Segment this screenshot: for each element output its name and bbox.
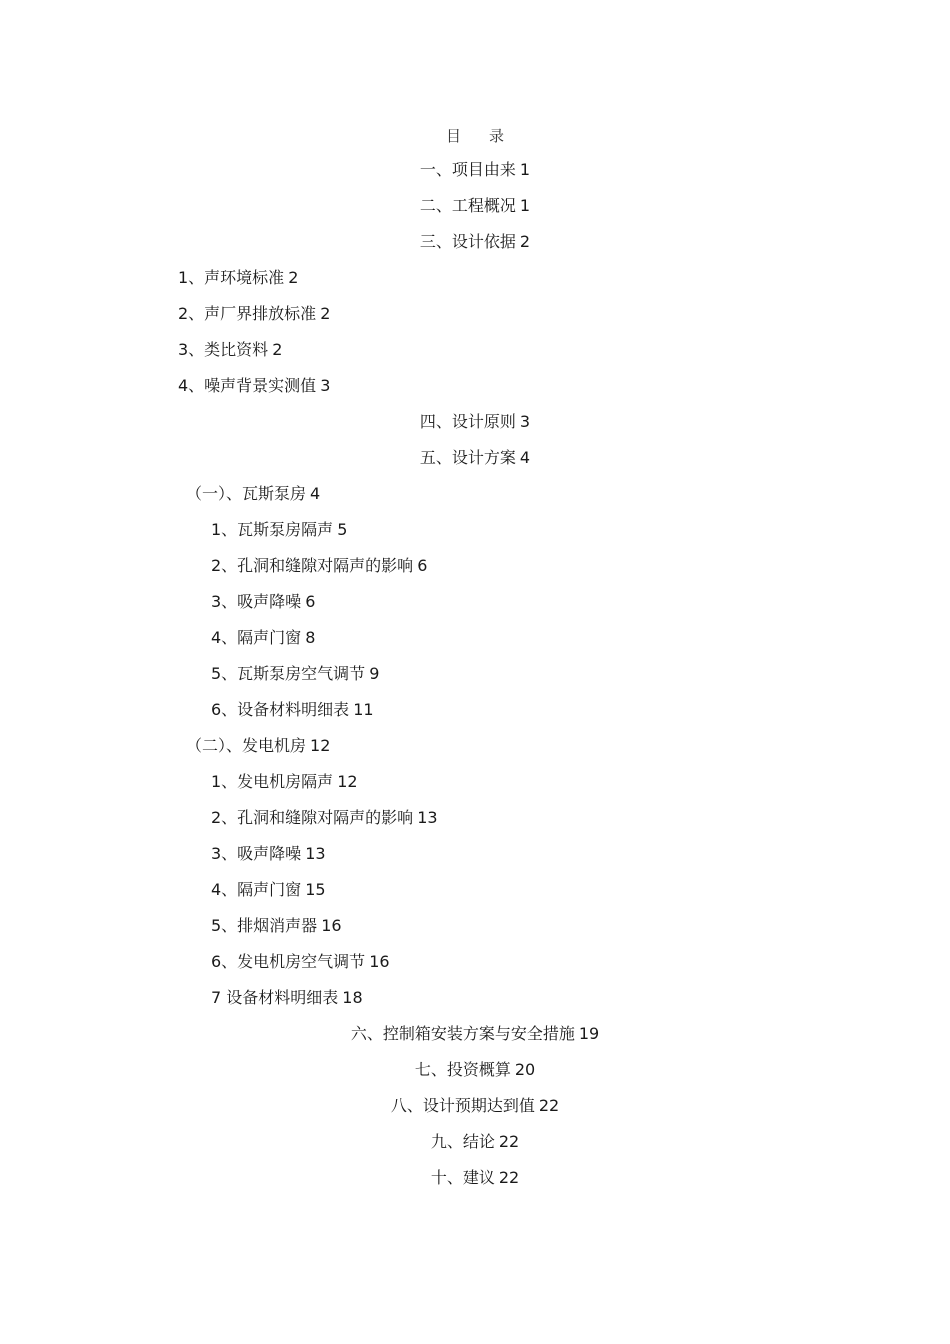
- toc-entry-text: 1、发电机房隔声: [211, 772, 334, 791]
- toc-entry[interactable]: [0, 872, 950, 908]
- toc-entry-page-number: 8: [305, 628, 316, 647]
- toc-entry-page-number: 15: [305, 880, 326, 899]
- toc-entry-page-number: 3: [519, 412, 531, 431]
- toc-entry-page-number: 3: [320, 376, 331, 395]
- toc-entry[interactable]: [0, 980, 950, 1016]
- toc-entry-page-number: 4: [310, 484, 321, 503]
- toc-entry-page-number: 19: [578, 1024, 600, 1043]
- toc-entry-page-number: 12: [310, 736, 331, 755]
- toc-entry[interactable]: [0, 332, 950, 368]
- toc-entry[interactable]: [0, 728, 950, 764]
- toc-entry[interactable]: [0, 692, 950, 728]
- toc-entry-page-number: 16: [369, 952, 390, 971]
- toc-entry-text: 4、噪声背景实测值: [178, 376, 317, 395]
- toc-entry-text: 4、隔声门窗: [211, 880, 302, 899]
- toc-entry[interactable]: [0, 1160, 950, 1196]
- toc-entry[interactable]: [0, 800, 950, 836]
- toc-entry-text: 四、设计原则: [419, 412, 516, 431]
- toc-entry-text: 7 设备材料明细表: [211, 988, 339, 1007]
- toc-entry-text: 3、吸声降噪: [211, 844, 302, 863]
- toc-entry-text: 3、类比资料: [178, 340, 269, 359]
- toc-entry[interactable]: [0, 476, 950, 512]
- toc-title: [0, 125, 950, 146]
- toc-entry-page-number: 13: [417, 808, 438, 827]
- toc-entry[interactable]: [0, 584, 950, 620]
- toc-entry-page-number: 1: [519, 196, 531, 215]
- toc-entry-page-number: 22: [538, 1096, 560, 1115]
- toc-entry[interactable]: [0, 944, 950, 980]
- toc-entry-page-number: 22: [498, 1168, 520, 1187]
- toc-entry-page-number: 2: [320, 304, 331, 323]
- table-of-contents: [0, 152, 950, 1196]
- toc-entry[interactable]: [0, 908, 950, 944]
- toc-entry-text: 2、孔洞和缝隙对隔声的影响: [211, 556, 414, 575]
- toc-entry[interactable]: [0, 1124, 950, 1160]
- toc-entry[interactable]: [0, 404, 950, 440]
- toc-entry-text: 一、项目由来: [419, 160, 516, 179]
- toc-entry-text: 6、发电机房空气调节: [211, 952, 366, 971]
- toc-entry-page-number: 13: [305, 844, 326, 863]
- toc-entry-page-number: 18: [342, 988, 363, 1007]
- toc-entry-page-number: 9: [369, 664, 380, 683]
- toc-entry-page-number: 11: [353, 700, 374, 719]
- toc-entry-page-number: 6: [417, 556, 428, 575]
- toc-entry[interactable]: [0, 656, 950, 692]
- toc-entry-text: 5、瓦斯泵房空气调节: [211, 664, 366, 683]
- toc-entry-page-number: 6: [305, 592, 316, 611]
- toc-entry[interactable]: [0, 1052, 950, 1088]
- toc-entry-text: 5、排烟消声器: [211, 916, 318, 935]
- toc-entry[interactable]: [0, 296, 950, 332]
- toc-entry[interactable]: [0, 152, 950, 188]
- toc-title-left: 目: [445, 127, 461, 145]
- toc-title-right: 录: [489, 127, 505, 145]
- toc-entry-text: 三、设计依据: [419, 232, 516, 251]
- toc-entry-text: 七、投资概算: [414, 1060, 511, 1079]
- toc-entry[interactable]: [0, 260, 950, 296]
- toc-entry-page-number: 22: [498, 1132, 520, 1151]
- toc-entry[interactable]: [0, 548, 950, 584]
- toc-entry-page-number: 2: [519, 232, 531, 251]
- toc-entry[interactable]: [0, 1016, 950, 1052]
- toc-entry-text: 2、声厂界排放标准: [178, 304, 317, 323]
- toc-entry-text: 二、工程概况: [419, 196, 516, 215]
- toc-entry-text: 1、声环境标准: [178, 268, 285, 287]
- toc-entry[interactable]: [0, 512, 950, 548]
- toc-entry[interactable]: [0, 836, 950, 872]
- toc-entry[interactable]: [0, 224, 950, 260]
- toc-entry[interactable]: [0, 368, 950, 404]
- toc-entry-text: 1、瓦斯泵房隔声: [211, 520, 334, 539]
- toc-entry-page-number: 20: [514, 1060, 536, 1079]
- toc-entry[interactable]: [0, 440, 950, 476]
- toc-entry-text: 五、设计方案: [419, 448, 516, 467]
- toc-entry-text: 九、结论: [430, 1132, 495, 1151]
- toc-entry-page-number: 4: [519, 448, 531, 467]
- toc-entry-text: （二）、发电机房: [186, 736, 307, 755]
- toc-entry-text: 4、隔声门窗: [211, 628, 302, 647]
- toc-entry-page-number: 12: [337, 772, 358, 791]
- toc-entry-page-number: 2: [272, 340, 283, 359]
- toc-entry-text: 2、孔洞和缝隙对隔声的影响: [211, 808, 414, 827]
- toc-entry[interactable]: [0, 620, 950, 656]
- toc-entry-page-number: 16: [321, 916, 342, 935]
- toc-entry-text: 十、建议: [430, 1168, 495, 1187]
- toc-entry[interactable]: [0, 1088, 950, 1124]
- toc-entry-text: 3、吸声降噪: [211, 592, 302, 611]
- toc-entry-text: 六、控制箱安装方案与安全措施: [350, 1024, 575, 1043]
- toc-entry[interactable]: [0, 188, 950, 224]
- toc-entry[interactable]: [0, 764, 950, 800]
- toc-entry-text: 八、设计预期达到值: [390, 1096, 535, 1115]
- toc-entry-page-number: 1: [519, 160, 531, 179]
- toc-entry-page-number: 2: [288, 268, 299, 287]
- toc-entry-text: （一）、瓦斯泵房: [186, 484, 307, 503]
- toc-entry-text: 6、设备材料明细表: [211, 700, 350, 719]
- toc-entry-page-number: 5: [337, 520, 348, 539]
